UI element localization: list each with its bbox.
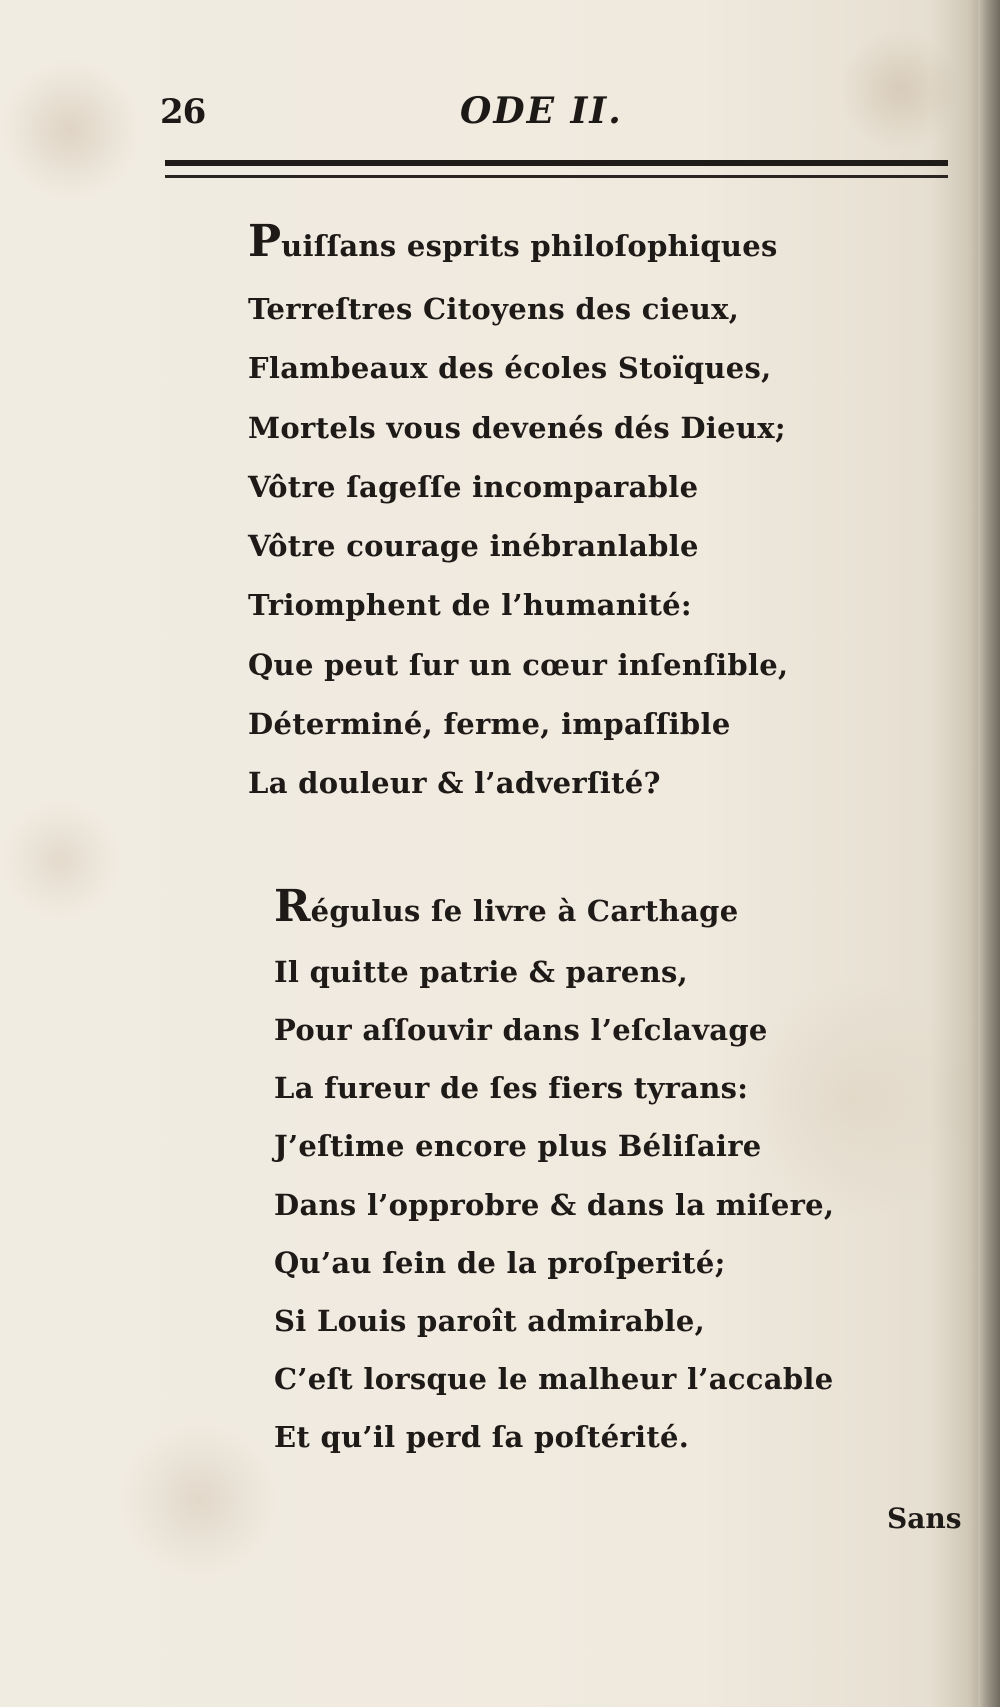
verse-line-7: Triomphent de l’humanité: (248, 588, 692, 622)
header-rule-thin (165, 175, 948, 178)
verse-line-9: Déterminé, ferme, impaſſible (248, 707, 731, 741)
verse-line-3: Flambeaux des écoles Stoïques, (248, 351, 772, 385)
verse-line-10: La douleur & l’adverſité? (248, 766, 661, 800)
verse-line-13: Pour aſſouvir dans l’eſclavage (274, 1013, 768, 1047)
verse-line-6: Vôtre courage inébranlable (248, 529, 699, 563)
running-title: ODE II. (460, 90, 623, 132)
page-number: 26 (160, 92, 206, 132)
verse-line-15: J’eſtime encore plus Béliſaire (274, 1129, 762, 1163)
verse-line-11: Régulus ſe livre à Carthage (274, 881, 739, 932)
verse-line-16: Dans l’opprobre & dans la miſere, (274, 1188, 835, 1222)
verse-line-14: La fureur de ſes fiers tyrans: (274, 1071, 749, 1105)
header-rule-thick (165, 160, 948, 166)
verse-line-5: Vôtre ſageſſe incomparable (248, 470, 699, 504)
verse-line-18: Si Louis paroît admirable, (274, 1304, 705, 1338)
catchword: Sans (887, 1502, 962, 1535)
page-gutter-edge (978, 0, 1000, 1707)
running-head (155, 86, 945, 136)
verse-line-17: Qu’au ſein de la proſperité; (274, 1246, 726, 1280)
verse-line-8: Que peut ſur un cœur inſenſible, (248, 648, 789, 682)
verse-line-20: Et qu’il perd ſa poſtérité. (274, 1420, 690, 1454)
verse-line-19: C’eſt lorsque le malheur l’accable (274, 1362, 834, 1396)
verse-line-1: Puiſſans esprits philoſophiques (248, 216, 778, 267)
verse-line-2: Terreſtres Citoyens des cieux, (248, 292, 740, 326)
verse-line-4: Mortels vous devenés dés Dieux; (248, 411, 786, 445)
verse-line-12: Il quitte patrie & parens, (274, 955, 689, 989)
